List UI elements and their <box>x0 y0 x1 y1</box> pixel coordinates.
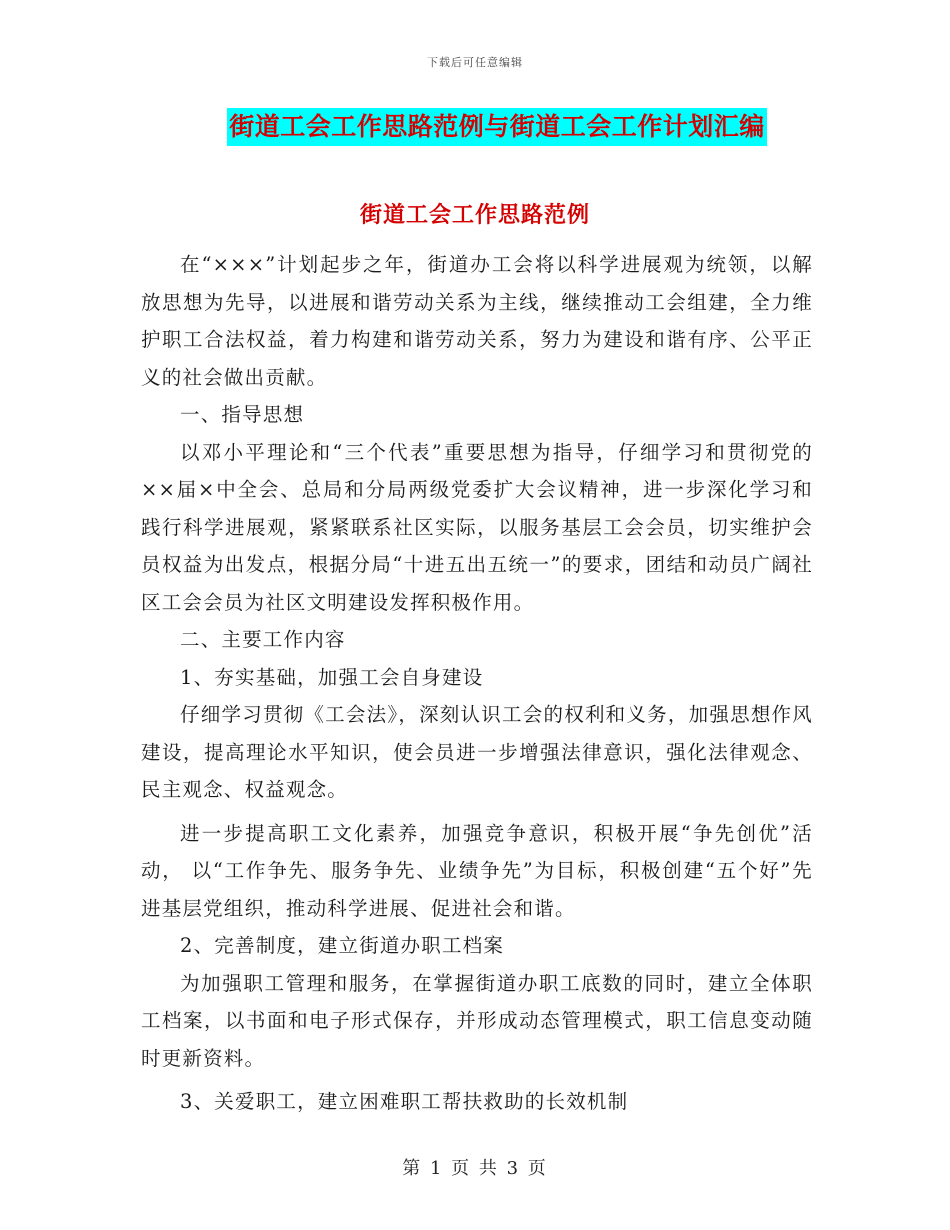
document-title-wrap <box>0 108 950 146</box>
subheading-2: 2、完善制度，建立街道办职工档案 <box>180 934 505 957</box>
subheading-1: 1、夯实基础，加强工会自身建设 <box>180 665 484 689</box>
section-title: 街道工会工作思路范例 <box>359 202 590 228</box>
paragraph-1b: 进一步提高职工文化素养，加强竞争意识，积极开展“争先创优”活动， 以“工作争先、服务争先、业绩争先”为目标，积极创建“五个好”先进基层党组织，推动科学进展、促进社会和谐。 <box>141 821 813 920</box>
heading-guiding-ideology: 一、指导思想 <box>180 403 305 426</box>
paragraph-2: 为加强职工管理和服务，在掌握街道办职工底数的同时，建立全体职工档案，以书面和电子形式保存，并形成动态管理模式，职工信息变动随时更新资料。 <box>141 971 813 1070</box>
paragraph-guiding-ideology: 以邓小平理论和“三个代表”重要思想为指导，仔细学习和贯彻党的××届×中全会、总局和分局两级党委扩大会议精神，进一步深化学习和践行科学进展观，紧紧联系社区实际，以服务基层工会会员，切实维护会员权益为出发点，根据分局“十进五出五统一”的要求，团结和动员广阔社区工会会员为社区文明建设发挥积极作用。 <box>141 440 813 614</box>
page-header-note: 下载后可任意编辑 <box>427 56 523 69</box>
subheading-3: 3、关爱职工，建立困难职工帮扶救助的长效机制 <box>180 1090 629 1113</box>
page-number: 第 1 页 共 3 页 <box>402 1158 548 1179</box>
paragraph-1a: 仔细学习贯彻《工会法》，深刻认识工会的权利和义务，加强思想作风建设，提高理论水平知识，使会员进一步增强法律意识，强化法律观念、民主观念、权益观念。 <box>141 703 813 801</box>
document-body <box>141 246 813 1121</box>
heading-main-work: 二、主要工作内容 <box>180 628 346 651</box>
paragraph-intro: 在“×××”计划起步之年，街道办工会将以科学进展观为统领，以解放思想为先导，以进展和谐劳动关系为主线，继续推动工会组建，全力维护职工合法权益，着力构建和谐劳动关系，努力为建设和谐有序、公平正义的社会做出贡献。 <box>141 253 813 389</box>
document-title: 街道工会工作思路范例与街道工会工作计划汇编 <box>227 108 767 146</box>
